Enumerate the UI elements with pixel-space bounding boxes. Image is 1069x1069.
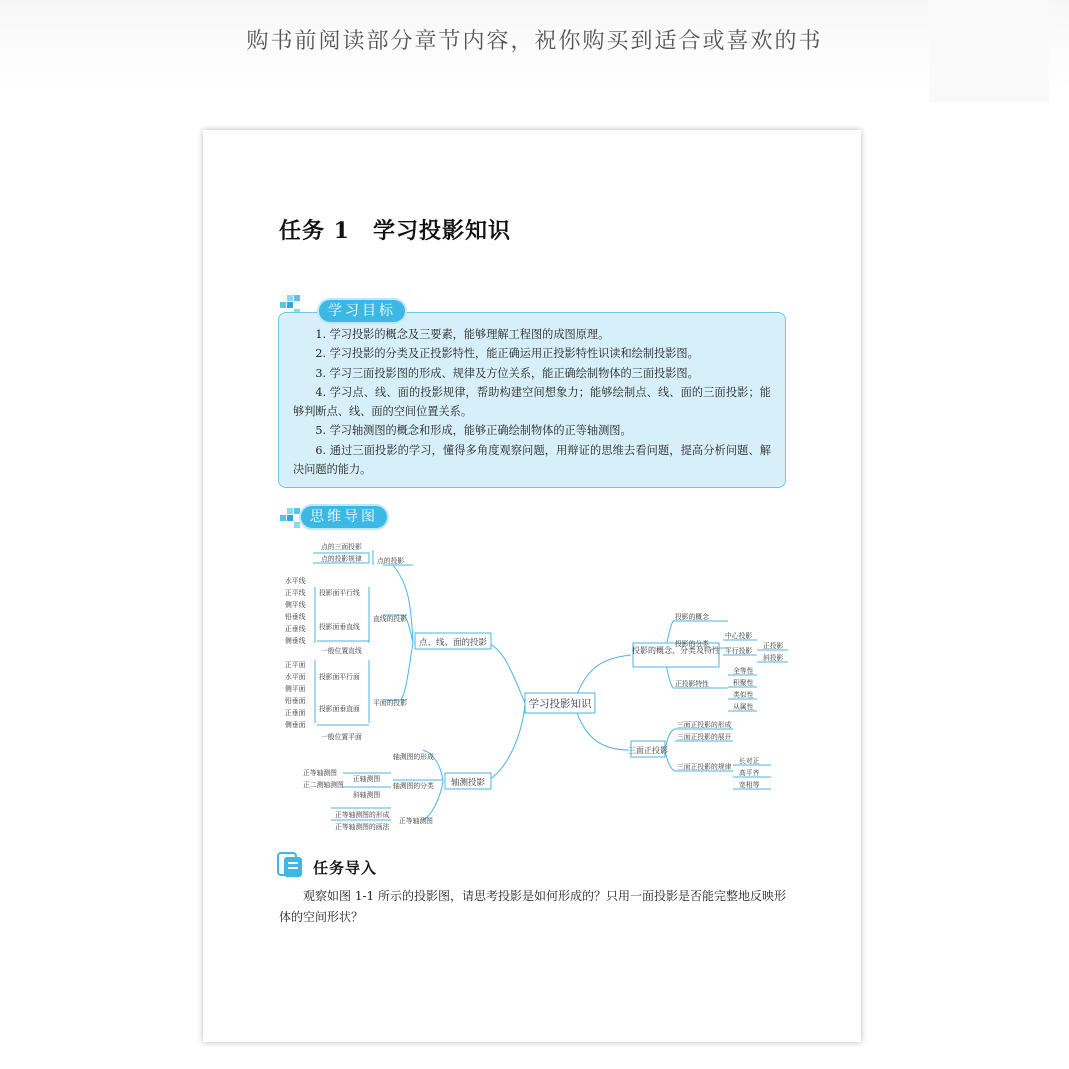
node-realness: 全等性 bbox=[733, 667, 754, 675]
task-intro-icon bbox=[277, 852, 303, 878]
goals-heading: 学习目标 bbox=[319, 300, 405, 322]
node-profile-line: 侧平线 bbox=[285, 601, 306, 609]
node-general-plane: 一般位置平面 bbox=[321, 733, 362, 741]
goal-item: 2. 学习投影的分类及正投影特性，能正确运用正投影特性识读和绘制投影图。 bbox=[315, 347, 699, 361]
node-front-perp-plane: 正垂面 bbox=[285, 709, 306, 717]
node-lead-plane: 铅垂面 bbox=[285, 697, 306, 705]
node-three-rule: 三面正投影的规律 bbox=[677, 763, 732, 771]
node-side-perp-line: 侧垂线 bbox=[285, 637, 306, 645]
node-point-three: 点的三面投影 bbox=[321, 543, 362, 551]
node-dependency: 从属性 bbox=[733, 703, 754, 711]
node-high-level: 高平齐 bbox=[739, 769, 760, 777]
node-iso-axo-draw: 正等轴测图 bbox=[399, 817, 433, 825]
node-line-parallel: 投影面平行线 bbox=[319, 589, 360, 597]
node-three-view: 三面正投影 bbox=[628, 746, 668, 755]
node-iso-axo: 正等轴测图 bbox=[303, 769, 337, 777]
mindmap-heading: 思维导图 bbox=[301, 506, 387, 528]
node-central: 中心投影 bbox=[725, 632, 753, 640]
node-front-perp-line: 正垂线 bbox=[285, 625, 306, 633]
node-concept-def: 投影的概念 bbox=[675, 613, 709, 621]
goal-item: 1. 学习投影的概念及三要素，能够理解工程图的成图原理。 bbox=[315, 328, 610, 341]
node-horizontal-plane: 水平面 bbox=[285, 673, 306, 681]
node-axo-class: 轴测图的分类 bbox=[393, 782, 434, 790]
node-point-rule: 点的投影规律 bbox=[321, 555, 362, 563]
goal-item: 6. 通过三面投影的学习，懂得多角度观察问题，用辩证的思维去看问题，提高分析问题、解决问题的能力。 bbox=[293, 443, 771, 477]
node-point-proj: 点的投影 bbox=[377, 557, 405, 565]
node-line-perp: 投影面垂直线 bbox=[319, 623, 360, 631]
task-intro-text bbox=[279, 886, 791, 928]
node-ortho-props: 正投影特性 bbox=[675, 680, 709, 688]
goals-box bbox=[278, 312, 786, 488]
book-page bbox=[203, 130, 861, 1042]
node-accumulation: 积聚性 bbox=[733, 679, 754, 687]
mindmap-center: 学习投影知识 bbox=[528, 698, 592, 710]
node-line-proj: 直线的投影 bbox=[373, 615, 407, 623]
node-parallel: 平行投影 bbox=[725, 647, 753, 655]
node-plane-parallel: 投影面平行面 bbox=[319, 673, 360, 681]
goal-item: 4. 学习点、线、面的投影规律，帮助构建空间想象力；能够绘制点、线、面的三面投影；能够判断点、线、面的空间位置关系。 bbox=[293, 385, 771, 419]
node-plane-perp: 投影面垂直面 bbox=[319, 705, 360, 713]
node-frontal-line: 正平线 bbox=[285, 589, 306, 597]
node-wide-equal: 宽相等 bbox=[739, 781, 760, 789]
task-intro-heading: 任务导入 bbox=[313, 859, 378, 877]
goal-item: 3. 学习三面投影图的形成、规律及方位关系，能正确绘制物体的三面投影图。 bbox=[315, 366, 699, 380]
node-iso-method: 正等轴测图的画法 bbox=[335, 823, 390, 831]
node-profile-plane: 侧平面 bbox=[285, 685, 306, 693]
node-long-align: 长对正 bbox=[739, 757, 760, 765]
mind-map bbox=[273, 525, 793, 835]
top-caption: 购书前阅读部分章节内容，祝你购买到适合或喜欢的书 bbox=[246, 29, 823, 54]
node-pointlineplane: 点、线、面的投影 bbox=[418, 638, 488, 648]
node-general-line: 一般位置直线 bbox=[321, 647, 362, 655]
task-intro-paragraph: 观察如图 1-1 所示的投影图，请思考投影是如何形成的？只用一面投影是否能完整地反映形体的空间形状？ bbox=[279, 889, 786, 924]
node-horizontal-line: 水平线 bbox=[285, 577, 306, 585]
node-oblique-axo: 斜轴测图 bbox=[353, 791, 381, 799]
node-three-unfold: 三面正投影的展开 bbox=[677, 733, 732, 741]
node-three-formation: 三面正投影的形成 bbox=[677, 721, 732, 729]
node-iso-formation: 正等轴测图的形成 bbox=[335, 811, 390, 819]
node-concept-class: 投影的分类 bbox=[675, 640, 709, 648]
goal-item: 5. 学习轴测图的概念和形成，能够正确绘制物体的正等轴测图。 bbox=[315, 424, 632, 438]
node-ortho: 正投影 bbox=[763, 642, 784, 650]
node-frontal-plane: 正平面 bbox=[285, 661, 306, 669]
node-similarity: 类似性 bbox=[733, 691, 754, 699]
task-title: 任务 1 学习投影知识 bbox=[279, 218, 511, 244]
node-side-perp-plane: 侧垂面 bbox=[285, 721, 306, 729]
node-axo-oblique-pos: 正轴测图 bbox=[353, 775, 381, 783]
node-oblique: 斜投影 bbox=[763, 654, 784, 662]
node-axo-formation: 轴测图的形成 bbox=[393, 753, 434, 761]
node-concept: 投影的概念、分类及特性 bbox=[632, 646, 720, 655]
node-plane-proj: 平面的投影 bbox=[373, 699, 407, 707]
node-axo: 轴测投影 bbox=[450, 778, 486, 788]
node-dimetric-axo: 正二测轴测图 bbox=[303, 781, 344, 789]
node-lead-line: 铅垂线 bbox=[285, 613, 306, 621]
